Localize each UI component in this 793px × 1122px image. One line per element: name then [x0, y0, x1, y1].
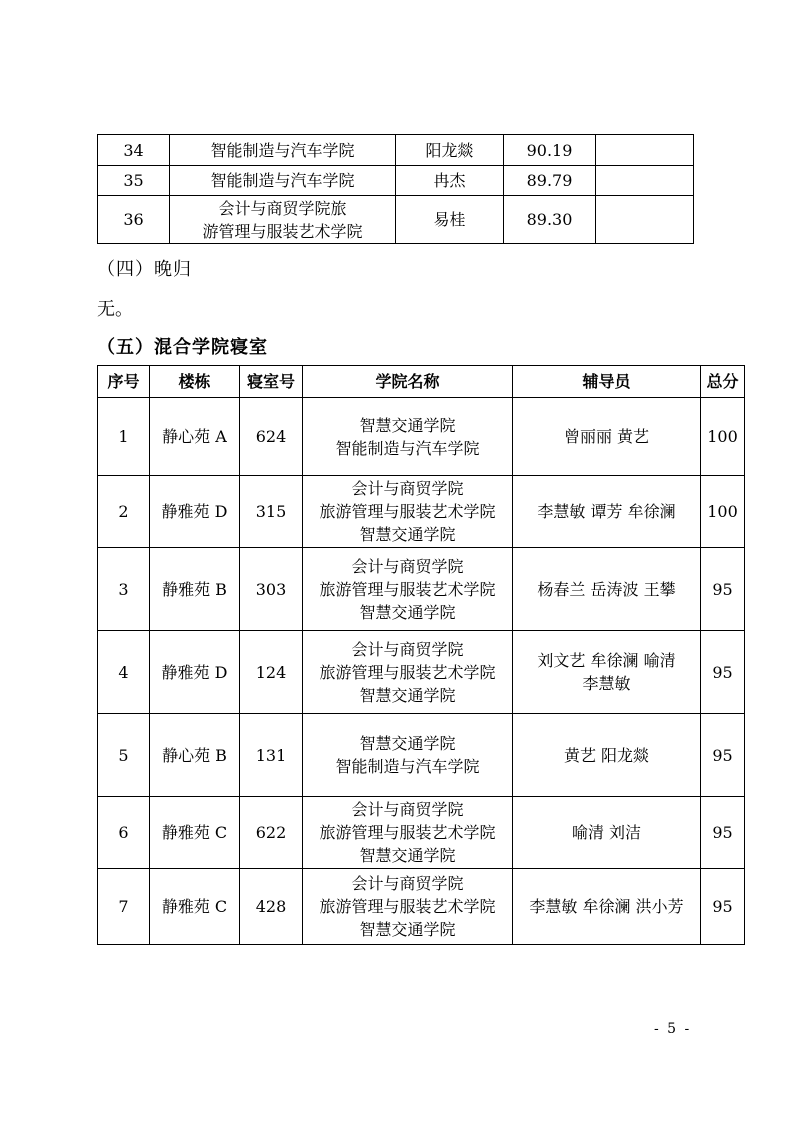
table-row	[98, 548, 745, 631]
row-number: 2	[98, 476, 150, 548]
table-row	[98, 476, 745, 548]
header-no: 序号	[98, 366, 150, 398]
room-number: 124	[240, 631, 303, 714]
college-names: 会计与商贸学院 旅游管理与服装艺术学院 智慧交通学院	[303, 631, 513, 714]
room-number: 131	[240, 714, 303, 797]
college-names: 智慧交通学院 智能制造与汽车学院	[303, 398, 513, 476]
college-names: 会计与商贸学院 旅游管理与服装艺术学院 智慧交通学院	[303, 797, 513, 869]
counselors: 喻清 刘洁	[513, 797, 701, 869]
college-name: 智能制造与汽车学院	[170, 166, 396, 196]
row-number: 7	[98, 869, 150, 945]
section-heading-mixed-dorms: （五）混合学院寝室	[97, 337, 268, 358]
room-number: 303	[240, 548, 303, 631]
row-number: 1	[98, 398, 150, 476]
section-content-none: 无。	[97, 299, 133, 320]
row-number: 35	[98, 166, 170, 196]
building: 静心苑 B	[150, 714, 240, 797]
row-number: 36	[98, 196, 170, 244]
note-cell	[596, 196, 694, 244]
counselor-name: 冉杰	[396, 166, 504, 196]
table-header-row	[98, 366, 745, 398]
header-total: 总分	[701, 366, 745, 398]
header-building: 楼栋	[150, 366, 240, 398]
total-score: 95	[701, 548, 745, 631]
table-row	[98, 398, 745, 476]
college-names: 会计与商贸学院 旅游管理与服装艺术学院 智慧交通学院	[303, 548, 513, 631]
score: 90.19	[504, 135, 596, 166]
building: 静雅苑 C	[150, 869, 240, 945]
college-name: 智能制造与汽车学院	[170, 135, 396, 166]
college-names: 会计与商贸学院 旅游管理与服装艺术学院 智慧交通学院	[303, 476, 513, 548]
room-number: 624	[240, 398, 303, 476]
total-score: 95	[701, 631, 745, 714]
note-cell	[596, 135, 694, 166]
counselors: 李慧敏 牟徐澜 洪小芳	[513, 869, 701, 945]
row-number: 6	[98, 797, 150, 869]
row-number: 4	[98, 631, 150, 714]
table-row	[98, 196, 694, 244]
table-row	[98, 869, 745, 945]
college-names: 会计与商贸学院 旅游管理与服装艺术学院 智慧交通学院	[303, 869, 513, 945]
score: 89.79	[504, 166, 596, 196]
header-counselor: 辅导员	[513, 366, 701, 398]
counselors: 杨春兰 岳涛波 王攀	[513, 548, 701, 631]
note-cell	[596, 166, 694, 196]
total-score: 95	[701, 714, 745, 797]
table-row	[98, 166, 694, 196]
building: 静雅苑 B	[150, 548, 240, 631]
header-room: 寝室号	[240, 366, 303, 398]
room-number: 428	[240, 869, 303, 945]
counselors: 曾丽丽 黄艺	[513, 398, 701, 476]
college-name: 会计与商贸学院旅 游管理与服装艺术学院	[170, 196, 396, 244]
counselor-name: 阳龙燚	[396, 135, 504, 166]
building: 静雅苑 D	[150, 631, 240, 714]
total-score: 95	[701, 869, 745, 945]
table-row	[98, 797, 745, 869]
counselors: 黄艺 阳龙燚	[513, 714, 701, 797]
table-row	[98, 714, 745, 797]
mixed-dorm-table	[97, 365, 745, 945]
table-row	[98, 631, 745, 714]
section-heading-late-return: （四）晚归	[97, 259, 192, 280]
row-number: 34	[98, 135, 170, 166]
counselors: 刘文艺 牟徐澜 喻清 李慧敏	[513, 631, 701, 714]
total-score: 100	[701, 476, 745, 548]
college-names: 智慧交通学院 智能制造与汽车学院	[303, 714, 513, 797]
score: 89.30	[504, 196, 596, 244]
counselors: 李慧敏 谭芳 牟徐澜	[513, 476, 701, 548]
building: 静雅苑 D	[150, 476, 240, 548]
total-score: 95	[701, 797, 745, 869]
room-number: 622	[240, 797, 303, 869]
row-number: 5	[98, 714, 150, 797]
building: 静心苑 A	[150, 398, 240, 476]
total-score: 100	[701, 398, 745, 476]
building: 静雅苑 C	[150, 797, 240, 869]
row-number: 3	[98, 548, 150, 631]
page-number: - 5 -	[654, 1021, 692, 1037]
header-college: 学院名称	[303, 366, 513, 398]
counselor-name: 易桂	[396, 196, 504, 244]
room-number: 315	[240, 476, 303, 548]
ranking-table-continued	[97, 134, 694, 244]
table-row	[98, 135, 694, 166]
